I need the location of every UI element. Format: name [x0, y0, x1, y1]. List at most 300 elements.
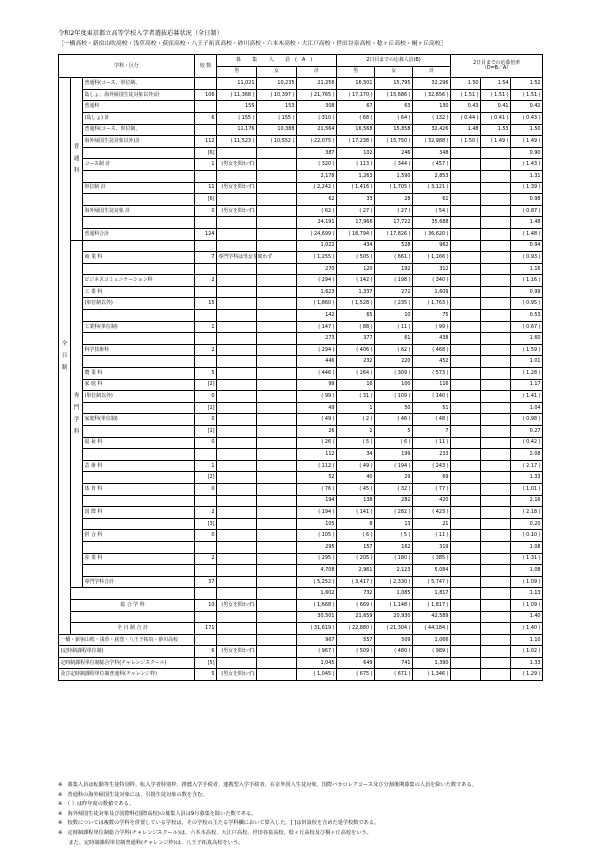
cell-sc: 10: [195, 599, 217, 611]
cell-t: 2,178: [297, 170, 337, 182]
cell-rm: [451, 541, 481, 553]
cell-t: ( 310 ): [297, 112, 337, 124]
cell-sc: [195, 588, 217, 600]
cell-sc: [1]: [195, 402, 217, 414]
cell-f: [257, 182, 297, 194]
row-label: [83, 541, 195, 553]
cell-sc: 0: [195, 483, 217, 495]
cell-t: ( 147 ): [297, 321, 337, 333]
cell-rt: ( 0.98 ): [511, 414, 543, 426]
cell-rm: [451, 669, 481, 681]
row-label: [83, 472, 195, 484]
cell-rf: [481, 634, 511, 646]
cell-rf: [481, 298, 511, 310]
cell-am: ( 31 ): [337, 391, 375, 403]
cell-m: [217, 286, 257, 298]
table-row: [59, 657, 543, 669]
cell-at: 233: [413, 449, 451, 461]
cell-rm: [451, 437, 481, 449]
row-label: [83, 333, 195, 345]
cell-f: [257, 646, 297, 658]
cell-rt: ( 1.48 ): [511, 228, 543, 240]
zennichisei-label-char: 日: [61, 352, 68, 359]
table-row: [59, 356, 543, 368]
cell-f: [257, 669, 297, 681]
cell-am: ( 88 ): [337, 321, 375, 333]
cell-sc: 112: [195, 136, 217, 148]
cell-am: ( 142 ): [337, 275, 375, 287]
cell-at: ( 457 ): [413, 159, 451, 171]
cell-am: ( 27 ): [337, 205, 375, 217]
cell-f: 10,235: [257, 78, 297, 90]
cell-rt: ( 0.10 ): [511, 530, 543, 542]
table-row: [59, 402, 543, 414]
cell-t: ( 294 ): [297, 344, 337, 356]
cell-m: 155: [217, 101, 257, 113]
cell-af: ( 32 ): [375, 483, 413, 495]
header-applicants: 2日目までの応募人員(B): [337, 55, 451, 67]
cell-am: ( 509 ): [337, 646, 375, 658]
cell-rm: [451, 263, 481, 275]
cell-rf: [481, 321, 511, 333]
cell-t: 24,191: [297, 217, 337, 229]
cell-at: ( 5,747 ): [413, 576, 451, 588]
cell-m: [217, 414, 257, 426]
cell-at: ( 468 ): [413, 344, 451, 356]
cell-af: 2,123: [375, 565, 413, 577]
row-label: コース制 計: [83, 159, 195, 171]
cell-t: 194: [297, 495, 337, 507]
cell-rf: [481, 483, 511, 495]
cell-f: [257, 449, 297, 461]
cell-f: [257, 611, 297, 623]
header-female: 女: [257, 66, 297, 78]
cell-t: ( 105 ): [297, 530, 337, 542]
cell-m: [217, 194, 257, 206]
cell-af: 282: [375, 495, 413, 507]
header-app-male: 男: [337, 66, 375, 78]
cell-af: ( 1,148 ): [375, 599, 413, 611]
cell-f: [257, 159, 297, 171]
cell-sc: [195, 124, 217, 136]
cell-m: [217, 263, 257, 275]
cell-t: ( 967 ): [297, 646, 337, 658]
cell-rf: ( 1.49 ): [481, 136, 511, 148]
cell-af: 272: [375, 286, 413, 298]
row-label: [83, 147, 195, 159]
cell-t: ( 22,075 ): [297, 136, 337, 148]
cell-f: [257, 518, 297, 530]
cell-f: [257, 541, 297, 553]
table-row: [59, 541, 543, 553]
cell-rm: [451, 402, 481, 414]
cell-m: [217, 402, 257, 414]
cell-rt: ( 1.16 ): [511, 275, 543, 287]
cell-am: 138: [337, 495, 375, 507]
cell-m: [217, 483, 257, 495]
row-label: 島しょ、海外帰国生徒対象以外)計: [83, 89, 195, 101]
cell-af: 100: [375, 379, 413, 391]
cell-at: ( 573 ): [413, 368, 451, 380]
cell-f: [257, 472, 297, 484]
cell-sc: 2: [195, 344, 217, 356]
footnote-line: ※ 定時制課程単位制総合学科(チャレンジスクール)は、六本木高校、大江戸高校、世田谷泉高校、稔ヶ丘高校及び桐ヶ丘高校をいう。: [58, 829, 372, 836]
cell-t: 1,602: [297, 588, 337, 600]
table-row: [59, 391, 543, 403]
cell-rm: [451, 170, 481, 182]
cell-m: [217, 344, 257, 356]
cell-m: [217, 391, 257, 403]
cell-rm: [451, 599, 481, 611]
cell-t: ( 112 ): [297, 460, 337, 472]
table-row: [59, 576, 543, 588]
cell-f: [257, 576, 297, 588]
cell-am: ( 5 ): [337, 437, 375, 449]
row-label: 普通科合計: [83, 228, 195, 240]
cell-af: 1,590: [375, 170, 413, 182]
table-row: [59, 124, 543, 136]
row-label: 総 合 学 科: [71, 599, 195, 611]
cell-at: ( 32,856 ): [413, 89, 451, 101]
table-row: [59, 368, 543, 380]
row-label: [83, 310, 195, 322]
cell-m: (男女を問わず): [217, 599, 257, 611]
table-row: [59, 507, 543, 519]
cell-rf: [481, 576, 511, 588]
cell-rf: [481, 205, 511, 217]
row-label: [83, 495, 195, 507]
cell-am: 102: [337, 147, 375, 159]
cell-sc: 0: [195, 437, 217, 449]
cell-af: ( 344 ): [375, 159, 413, 171]
row-label: [83, 263, 195, 275]
row-label: 農 業 科: [83, 368, 195, 380]
cell-at: ( 36,620 ): [413, 228, 451, 240]
cell-rf: [481, 518, 511, 530]
cell-rm: [451, 414, 481, 426]
cell-rf: [481, 356, 511, 368]
table-row: [59, 298, 543, 310]
table-row: [59, 483, 543, 495]
cell-t: ( 62 ): [297, 205, 337, 217]
table-row: [59, 599, 543, 611]
cell-rm: [451, 483, 481, 495]
cell-t: ( 31,619 ): [297, 623, 337, 635]
cell-m: [217, 240, 257, 252]
cell-rm: [451, 298, 481, 310]
cell-f: [257, 240, 297, 252]
cell-sc: [195, 449, 217, 461]
footnote-line: ※ 募集人員は転勤等生徒特別枠、転入学者特別枠、推薦入学手続者、連携型入学手続者、在京外国人生徒対象、国際バカロレアコース及び分割後期募集の人員を除いた数である。: [58, 782, 477, 788]
table-row: [59, 530, 543, 542]
cell-f: [257, 507, 297, 519]
cell-t: 1,623: [297, 286, 337, 298]
cell-m: ( 155 ): [217, 112, 257, 124]
cell-sc: 37: [195, 576, 217, 588]
cell-t: 21,256: [297, 78, 337, 90]
cell-sc: [1]: [195, 426, 217, 438]
cell-af: ( 109 ): [375, 391, 413, 403]
cell-at: 1,817: [413, 588, 451, 600]
cell-rf: [481, 402, 511, 414]
row-label: [83, 449, 195, 461]
row-label: 工業科(単位制): [83, 321, 195, 333]
cell-rt: ( 0.42 ): [511, 437, 543, 449]
cell-rf: [481, 669, 511, 681]
table-row: [59, 147, 543, 159]
cell-f: [257, 565, 297, 577]
senmongakka-label-char: 学: [73, 416, 80, 423]
cell-sc: [2]: [195, 472, 217, 484]
cell-rm: [451, 530, 481, 542]
cell-sc: [5]: [195, 657, 217, 669]
cell-f: [257, 217, 297, 229]
cell-f: [257, 147, 297, 159]
cell-af: 199: [375, 449, 413, 461]
cell-rm: [451, 310, 481, 322]
cell-am: 16: [337, 379, 375, 391]
cell-f: [257, 344, 297, 356]
cell-t: 1,045: [297, 657, 337, 669]
cell-rf: [481, 553, 511, 565]
cell-am: 40: [337, 472, 375, 484]
cell-af: 1,085: [375, 588, 413, 600]
cell-at: ( 140 ): [413, 391, 451, 403]
table-row: [59, 669, 543, 681]
futsuka-label-char: 普: [73, 143, 80, 150]
zennichisei-label-char: 制: [61, 365, 68, 371]
cell-am: 434: [337, 240, 375, 252]
cell-af: 50: [375, 402, 413, 414]
cell-af: ( 5 ): [375, 530, 413, 542]
cell-af: 15,858: [375, 124, 413, 136]
cell-f: [257, 194, 297, 206]
cell-am: ( 669 ): [337, 599, 375, 611]
cell-rm: 0.43: [451, 101, 481, 113]
table-row: [59, 518, 543, 530]
cell-m: [217, 565, 257, 577]
senmongakka-label-char: 科: [73, 429, 80, 436]
table-row: [59, 136, 543, 148]
table-row: [59, 310, 543, 322]
cell-rt: ( 0.43 ): [511, 112, 543, 124]
cell-am: 2,961: [337, 565, 375, 577]
cell-am: 377: [337, 333, 375, 345]
cell-f: [257, 483, 297, 495]
footnote-line: ※ （ ）は昨年度の数値である。: [58, 801, 135, 808]
cell-rf: [481, 275, 511, 287]
cell-af: 741: [375, 657, 413, 669]
cell-rm: [451, 472, 481, 484]
cell-rm: [451, 518, 481, 530]
cell-rt: ( 1.09 ): [511, 576, 543, 588]
cell-t: 105: [297, 518, 337, 530]
cell-rf: [481, 310, 511, 322]
cell-rf: [481, 657, 511, 669]
cell-at: ( 1,817 ): [413, 599, 451, 611]
row-label: [83, 356, 195, 368]
cell-at: 452: [413, 356, 451, 368]
cell-t: 30,501: [297, 611, 337, 623]
cell-rt: 1.08: [511, 565, 543, 577]
cell-rm: [451, 252, 481, 264]
row-label: (単位制以外): [83, 391, 195, 403]
cell-am: ( 6 ): [337, 530, 375, 542]
cell-at: ( 385 ): [413, 553, 451, 565]
cell-t: 1,022: [297, 240, 337, 252]
footnote-line: ※ 海外帰国生徒対象及び国際科(国際高校)の募集人員は9月募集を除いた数である。: [58, 810, 257, 817]
table-row: [59, 588, 543, 600]
cell-at: 21: [413, 518, 451, 530]
cell-f: [257, 321, 297, 333]
cell-am: ( 141 ): [337, 507, 375, 519]
cell-af: 10: [375, 310, 413, 322]
cell-at: 7: [413, 426, 451, 438]
cell-af: 5: [375, 426, 413, 438]
cell-rm: [451, 159, 481, 171]
cell-rt: 1.17: [511, 379, 543, 391]
cell-sc: 6: [195, 646, 217, 658]
cell-f: ( 10,397 ): [257, 89, 297, 101]
cell-f: [257, 368, 297, 380]
cell-af: ( 15,750 ): [375, 136, 413, 148]
cell-am: 16,501: [337, 78, 375, 90]
row-label: [83, 402, 195, 414]
cell-rt: ( 0.67 ): [511, 321, 543, 333]
cell-at: 1,609: [413, 286, 451, 298]
cell-at: 61: [413, 194, 451, 206]
cell-am: 1,337: [337, 286, 375, 298]
cell-at: 348: [413, 147, 451, 159]
cell-rm: [451, 240, 481, 252]
cell-f: ( 155 ): [257, 112, 297, 124]
cell-rm: [451, 205, 481, 217]
cell-rf: [481, 507, 511, 519]
cell-sc: [195, 310, 217, 322]
cell-af: 13: [375, 518, 413, 530]
cell-rm: [451, 391, 481, 403]
cell-rt: 0.94: [511, 240, 543, 252]
cell-af: ( 282 ): [375, 507, 413, 519]
cell-sc: 2: [195, 507, 217, 519]
cell-at: 32,426: [413, 124, 451, 136]
table-row: [59, 263, 543, 275]
cell-rm: ( 1.50 ): [451, 136, 481, 148]
cell-m: [217, 217, 257, 229]
cell-sc: 124: [195, 228, 217, 240]
futsuka-label-char: 通: [73, 155, 80, 162]
cell-rt: ( 1.28 ): [511, 368, 543, 380]
cell-t: 49: [297, 402, 337, 414]
cell-m: [217, 495, 257, 507]
cell-rm: 1.48: [451, 124, 481, 136]
cell-am: 732: [337, 588, 375, 600]
cell-am: 2: [337, 426, 375, 438]
cell-rf: [481, 565, 511, 577]
cell-sc: 6: [195, 112, 217, 124]
row-label: 専門学科合計: [83, 576, 195, 588]
cell-af: 15,795: [375, 78, 413, 90]
cell-af: 61: [375, 333, 413, 345]
cell-rf: [481, 541, 511, 553]
table-row: [59, 634, 543, 646]
cell-rt: 1.33: [511, 472, 543, 484]
cell-m: [217, 588, 257, 600]
header-male: 男: [217, 66, 257, 78]
cell-at: ( 423 ): [413, 507, 451, 519]
cell-m: [217, 275, 257, 287]
row-label: [71, 588, 195, 600]
cell-m: [217, 460, 257, 472]
footnote-line: ※ 校数については複数の学科を併置している学校は、その学校の主たる学科欄において算入した。[ ]は併設校を含めた延学校数である。: [58, 820, 380, 827]
row-label: 一橋・新宿山吹・浅草・荻窪・八王子拓真・砂川高校: [59, 634, 195, 646]
cell-t: ( 194 ): [297, 507, 337, 519]
cell-t: ( 99 ): [297, 391, 337, 403]
cell-m: [217, 576, 257, 588]
cell-am: ( 49 ): [337, 460, 375, 472]
table-row: [59, 182, 543, 194]
cell-at: ( 11 ): [413, 437, 451, 449]
cell-rm: [451, 275, 481, 287]
cell-f: ( 10,552 ): [257, 136, 297, 148]
cell-af: ( 194 ): [375, 460, 413, 472]
cell-rt: 1.48: [511, 217, 543, 229]
table-row: [59, 611, 543, 623]
cell-rt: ( 0.87 ): [511, 205, 543, 217]
cell-rt: ( 1.40 ): [511, 623, 543, 635]
cell-rf: [481, 437, 511, 449]
table-row: [59, 437, 543, 449]
cell-rf: 1.53: [481, 124, 511, 136]
cell-sc: [195, 333, 217, 345]
cell-rf: 0.41: [481, 101, 511, 113]
cell-t: ( 21,765 ): [297, 89, 337, 101]
row-label: ビジネスコミュニケーション科: [83, 275, 195, 287]
row-label: 芸 術 科: [83, 460, 195, 472]
cell-am: ( 2 ): [337, 414, 375, 426]
cell-sc: [195, 78, 217, 90]
cell-rf: [481, 379, 511, 391]
cell-rf: [481, 263, 511, 275]
cell-at: 130: [413, 101, 451, 113]
cell-rt: ( 1.29 ): [511, 669, 543, 681]
cell-m: [217, 333, 257, 345]
cell-af: ( 46 ): [375, 414, 413, 426]
cell-rt: ( 0.93 ): [511, 252, 543, 264]
cell-rt: 2.16: [511, 495, 543, 507]
cell-at: 42,589: [413, 611, 451, 623]
table-row: [59, 333, 543, 345]
cell-rt: 1.16: [511, 263, 543, 275]
cell-am: 33: [337, 194, 375, 206]
cell-t: 308: [297, 101, 337, 113]
cell-t: ( 320 ): [297, 159, 337, 171]
cell-sc: [195, 170, 217, 182]
cell-t: 142: [297, 310, 337, 322]
cell-am: 120: [337, 263, 375, 275]
header-schools: 校 数: [195, 55, 217, 78]
cell-m: [217, 541, 257, 553]
cell-sc: [195, 240, 217, 252]
cell-am: 67: [337, 101, 375, 113]
page-subtitle: ［一橋高校・新宿山吹高校・浅草高校・荻窪高校・八王子拓真高校・砂川高校・六本木高校・大江戸高校・世田谷泉高校・稔ヶ丘高校・桐ヶ丘高校］: [58, 41, 447, 47]
cell-rt: ( 1.49 ): [511, 136, 543, 148]
cell-sc: [195, 286, 217, 298]
cell-sc: [6]: [195, 147, 217, 159]
cell-rt: ( 1.31 ): [511, 553, 543, 565]
cell-af: 29: [375, 472, 413, 484]
row-label: 工 業 科: [83, 286, 195, 298]
